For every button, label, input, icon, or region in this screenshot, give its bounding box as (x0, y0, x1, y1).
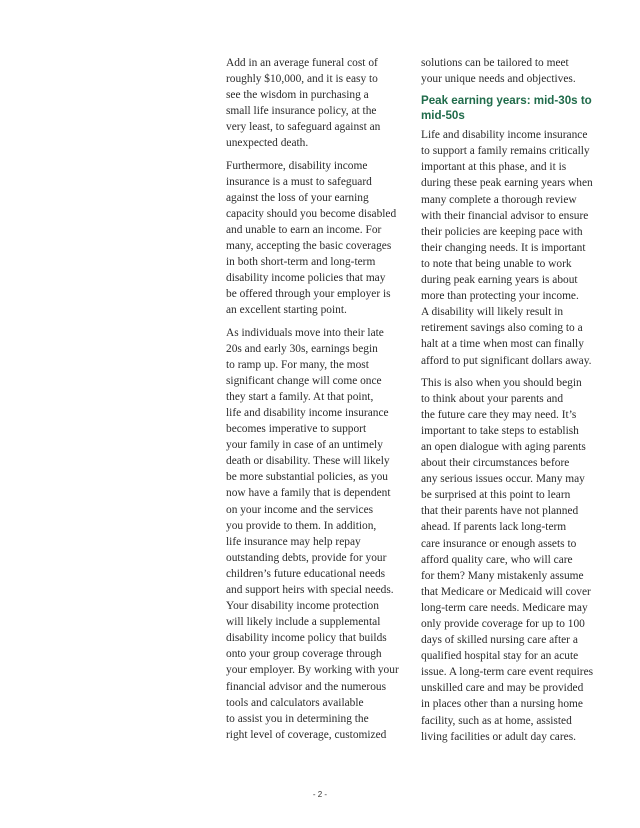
paragraph-disability-insurance (226, 158, 408, 319)
text-line: living facilities or adult day cares. (421, 730, 576, 743)
text-line: to support a family remains critically (421, 145, 590, 158)
text-line: during peak earning years is about (421, 274, 578, 287)
text-line: facility, such as at home, assisted (421, 714, 572, 727)
text-line: long-term care needs. Medicare may (421, 601, 588, 614)
text-line: days of skilled nursing care after a (421, 634, 578, 647)
text-line: in places other than a nursing home (421, 698, 583, 711)
text-line: children’s future educational needs (226, 567, 386, 580)
text-line: see the wisdom in purchasing a (226, 89, 369, 102)
section-heading: Peak earning years: mid-30s to mid-50s (421, 94, 592, 123)
text-line: an open dialogue with aging parents (421, 440, 586, 453)
text-line: only provide coverage for up to 100 (421, 618, 585, 630)
text-line: now have a family that is dependent (226, 487, 391, 500)
text-line: qualified hospital stay for an acute (421, 650, 579, 663)
right-column (421, 55, 606, 751)
text-line: roughly $10,000, and it is easy to (226, 73, 378, 86)
text-line: ahead. If parents lack long-term (421, 521, 567, 534)
text-line: with their financial advisor to ensure (421, 209, 589, 222)
paragraph-funeral-cost (226, 55, 408, 152)
text-line: very least, to safeguard against an (226, 121, 381, 134)
text-line: to note that being unable to work (421, 257, 572, 270)
text-line: capacity should you become disabled (226, 207, 397, 220)
text-line: about their circumstances before (421, 457, 570, 470)
text-line: important at this phase, and it is (421, 161, 567, 174)
text-line: Furthermore, disability income (226, 159, 368, 172)
text-line: you provide to them. In addition, (226, 519, 377, 532)
text-line: afford quality care, who will care (421, 553, 573, 566)
text-line: against the loss of your earning (226, 191, 369, 204)
page-number: - 2 - (312, 790, 328, 799)
text-line: more than protecting your income. (421, 290, 579, 303)
paragraph-continuation (421, 55, 606, 87)
left-column (226, 55, 408, 749)
text-line: on your income and the services (226, 503, 374, 516)
text-line: during these peak earning years when (421, 177, 593, 190)
text-line: A disability will likely result in (421, 306, 564, 319)
text-line: to think about your parents and (421, 392, 564, 405)
text-line: your unique needs and objectives. (421, 73, 576, 86)
text-line: halt at a time when most can finally (421, 338, 584, 351)
text-line: Your disability income protection (226, 600, 379, 613)
text-line: disability income policies that may (226, 272, 386, 285)
text-line: outstanding debts, provide for your (226, 551, 387, 564)
text-line: they start a family. At that point, (226, 390, 374, 403)
text-line: solutions can be tailored to meet (421, 57, 569, 69)
text-line: Add in an average funeral cost of (226, 57, 378, 69)
text-line: small life insurance policy, at the (226, 105, 377, 118)
text-line: that Medicare or Medicaid will cover (421, 585, 591, 598)
text-line: and unable to earn an income. For (226, 223, 382, 236)
text-line: onto your group coverage through (226, 648, 382, 661)
text-line: their policies are keeping pace with (421, 225, 583, 238)
text-line: their changing needs. It is important (421, 241, 586, 254)
text-line: afford to put significant dollars away. (421, 354, 592, 367)
text-line: life insurance may help repay (226, 535, 361, 548)
text-line: insurance is a must to safeguard (226, 175, 372, 188)
text-line: tools and calculators available (226, 696, 364, 709)
text-line: unexpected death. (226, 137, 309, 150)
text-line: for them? Many mistakenly assume (421, 569, 584, 582)
text-line: be more substantial policies, as you (226, 471, 388, 484)
text-line: to ramp up. For many, the most (226, 358, 369, 371)
text-line: will likely include a supplemental (226, 616, 381, 629)
text-line: This is also when you should begin (421, 376, 582, 389)
text-line: Life and disability income insurance (421, 129, 588, 142)
text-line: disability income policy that builds (226, 632, 387, 645)
text-line: right level of coverage, customized (226, 728, 387, 741)
text-line: retirement savings also coming to a (421, 322, 583, 335)
text-line: and support heirs with special needs. (226, 584, 394, 596)
text-line: many complete a thorough review (421, 193, 577, 206)
text-line: financial advisor and the numerous (226, 680, 387, 693)
text-line: the future care they may need. It’s (421, 408, 577, 421)
text-line: that their parents have not planned (421, 505, 579, 518)
text-line: any serious issues occur. Many may (421, 473, 585, 486)
text-line: your family in case of an untimely (226, 439, 383, 452)
paragraph-late-20s (226, 325, 408, 743)
text-line: your employer. By working with your (226, 664, 399, 677)
text-line: significant change will come once (226, 374, 382, 387)
text-line: an excellent starting point. (226, 304, 347, 317)
text-line: becomes imperative to support (226, 423, 367, 436)
text-line: life and disability income insurance (226, 406, 389, 419)
text-line: in both short-term and long-term (226, 256, 376, 269)
text-line: many, accepting the basic coverages (226, 240, 392, 253)
text-line: death or disability. These will likely (226, 455, 390, 468)
text-line: to assist you in determining the (226, 712, 369, 725)
text-line: issue. A long-term care event requires (421, 666, 594, 679)
text-line: be surprised at this point to learn (421, 489, 571, 502)
text-line: unskilled care and may be provided (421, 682, 584, 695)
text-line: As individuals move into their late (226, 326, 384, 339)
text-line: be offered through your employer is (226, 288, 391, 301)
text-line: important to take steps to establish (421, 424, 579, 437)
text-line: 20s and early 30s, earnings begin (226, 342, 378, 355)
text-line: care insurance or enough assets to (421, 537, 577, 550)
paragraph-peak-earning (421, 127, 606, 368)
paragraph-parents-care (421, 375, 606, 745)
